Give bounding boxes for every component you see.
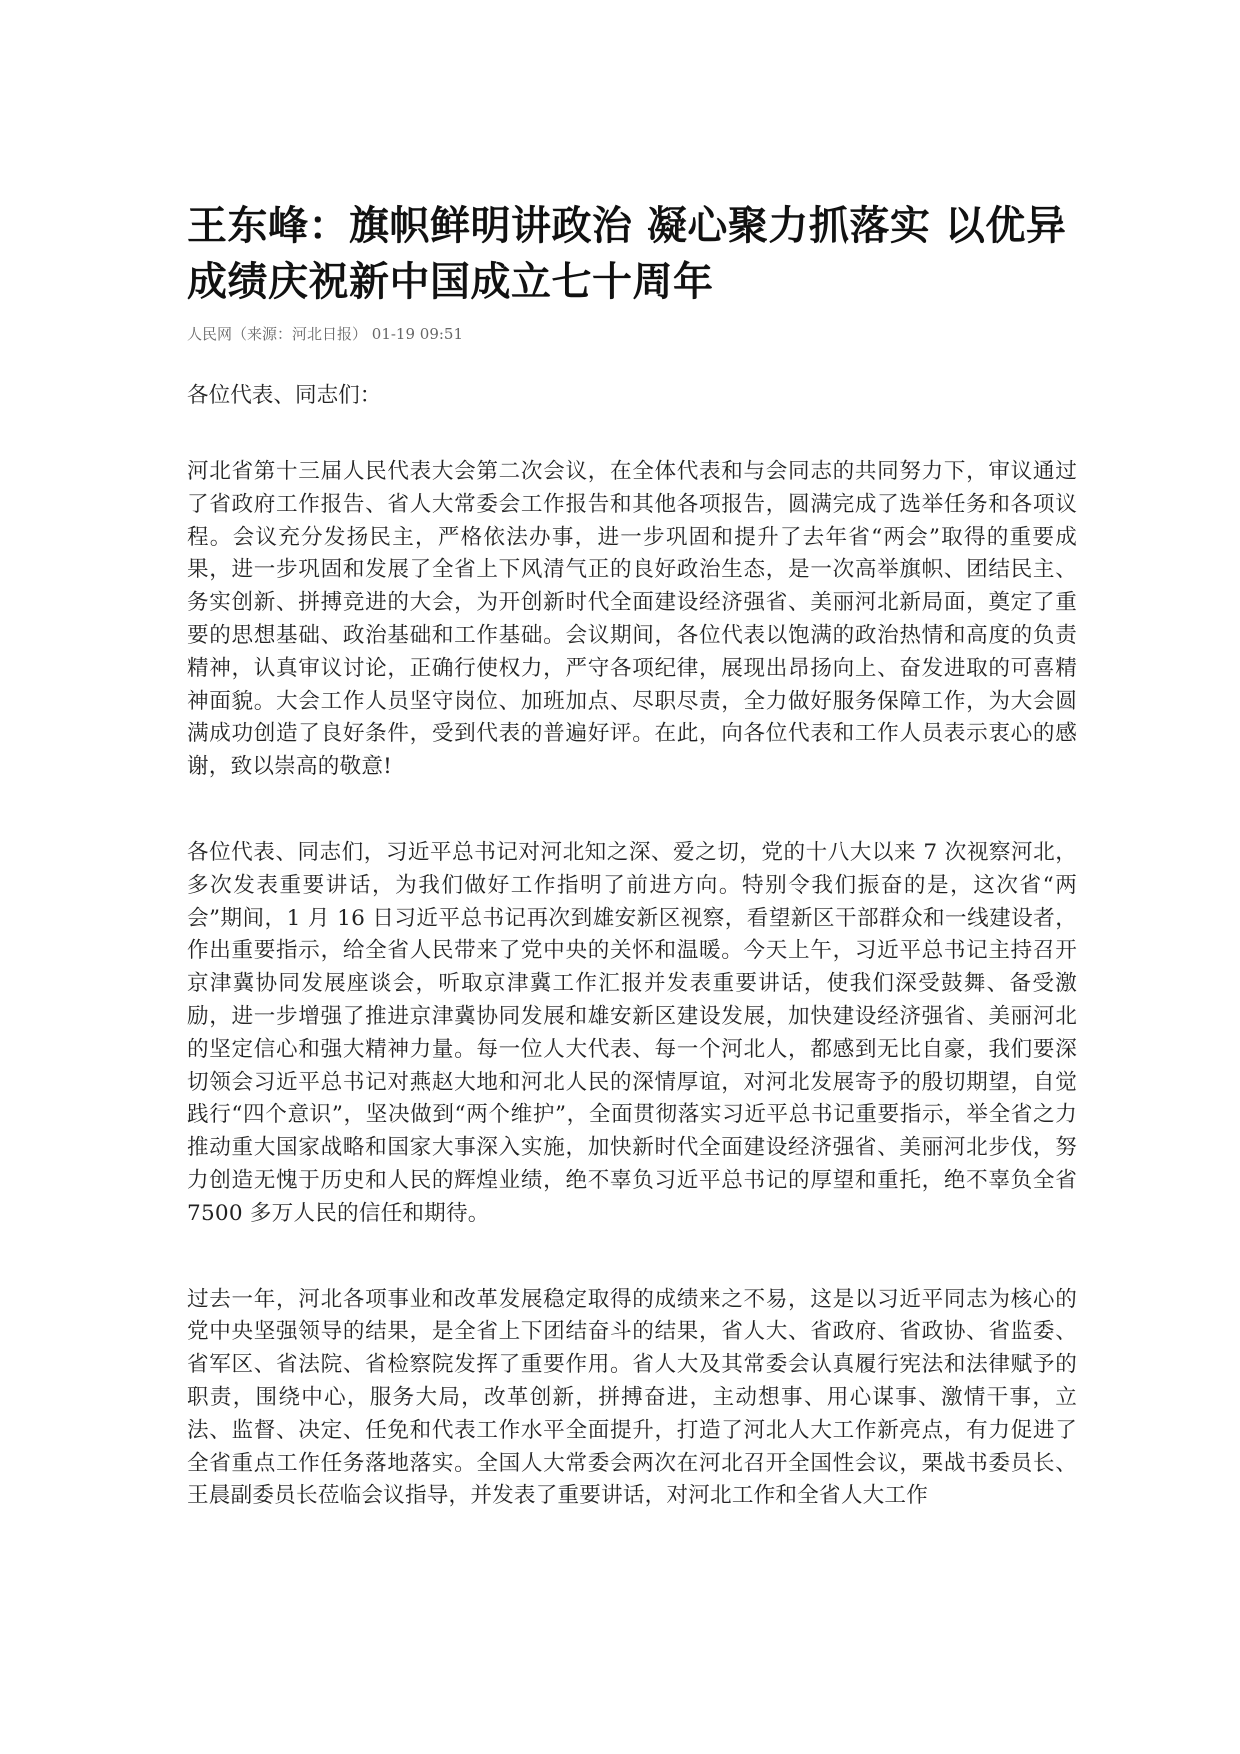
paragraph-3: 过去一年，河北各项事业和改革发展稳定取得的成绩来之不易，这是以习近平同志为核心的党中央坚强领导的结果，是全省上下团结奋斗的结果，省人大、省政府、省政协、省监委、省军区、省法院、省检察院发挥了重要作用。省人大及其常委会认真履行宪法和法律赋予的职责，围绕中心，服务大局，改革创新，拼搏奋进，主动想事、用心谋事、激情干事，立法、监督、决定、任免和代表工作水平全面提升，打造了河北人大工作新亮点，有力促进了全省重点工作任务落地落实。全国人大常委会两次在河北召开全国性会议，栗战书委员长、王晨副委员长莅临会议指导，并发表了重要讲话，对河北工作和全省人大工作	[187, 1286, 1077, 1509]
paragraph-2: 各位代表、同志们，习近平总书记对河北知之深、爱之切，党的十八大以来 7 次视察河北，多次发表重要讲话，为我们做好工作指明了前进方向。特别令我们振奋的是，这次省“两会”期间，1 月 16 日习近平总书记再次到雄安新区视察，看望新区干部群众和一线建设者，作出重要指示，给全省人民带来了党中央的关怀和温暖。今天上午，习近平总书记主持召开京津冀协同发展座谈会，听取京津冀工作汇报并发表重要讲话，使我们深受鼓舞、备受激励，进一步增强了推进京津冀协同发展和雄安新区建设发展，加快建设经济强省、美丽河北的坚定信心和强大精神力量。每一位人大代表、每一个河北人，都感到无比自豪，我们要深切领会习近平总书记对燕赵大地和河北人民的深情厚谊，对河北发展寄予的殷切期望，自觉践行“四个意识”，坚决做到“两个维护”，全面贯彻落实习近平总书记重要指示，举全省之力推动重大国家战略和国家大事深入实施，加快新时代全面建设经济强省、美丽河北步伐，努力创造无愧于历史和人民的辉煌业绩，绝不辜负习近平总书记的厚望和重托，绝不辜负全省 7500 多万人民的信任和期待。	[187, 839, 1077, 1226]
salutation: 各位代表、同志们：	[187, 383, 382, 408]
paragraph-1: 河北省第十三届人民代表大会第二次会议，在全体代表和与会同志的共同努力下，审议通过了省政府工作报告、省人大常委会工作报告和其他各项报告，圆满完成了选举任务和各项议程。会议充分发扬民主，严格依法办事，进一步巩固和提升了去年省“两会”取得的重要成果，进一步巩固和发展了全省上下风清气正的良好政治生态，是一次高举旗帜、团结民主、务实创新、拼搏竞进的大会，为开创新时代全面建设经济强省、美丽河北新局面，奠定了重要的思想基础、政治基础和工作基础。会议期间，各位代表以饱满的政治热情和高度的负责精神，认真审议讨论，正确行使权力，严守各项纪律，展现出昂扬向上、奋发进取的可喜精神面貌。大会工作人员坚守岗位、加班加点、尽职尽责，全力做好服务保障工作，为大会圆满成功创造了良好条件，受到代表的普遍好评。在此，向各位代表和工作人员表示衷心的感谢，致以崇高的敬意!	[187, 459, 1077, 780]
article	[187, 198, 1077, 1513]
article-source-meta: 人民网（来源：河北日报） 01-19 09:51	[187, 325, 464, 343]
article-title: 王东峰：旗帜鲜明讲政治 凝心聚力抓落实 以优异成绩庆祝新中国成立七十周年	[187, 203, 1067, 305]
